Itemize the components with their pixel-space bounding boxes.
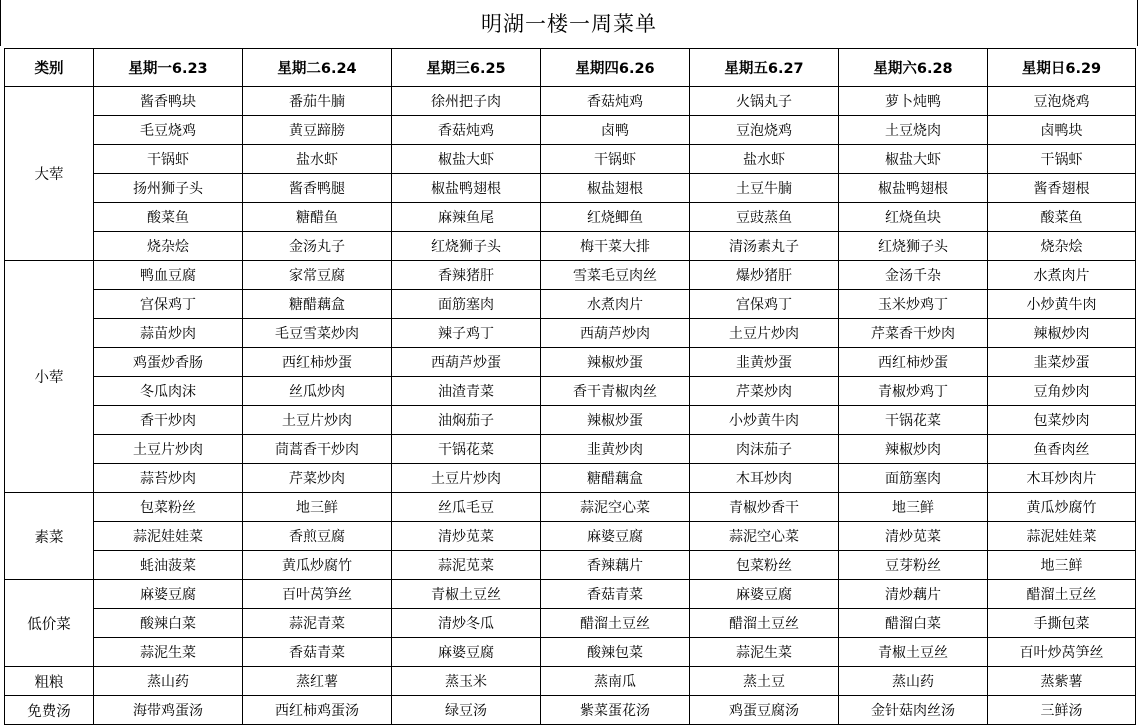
dish-cell: 芹菜炒肉 [243,464,392,493]
column-header: 星期一6.23 [94,49,243,87]
dish-cell: 酸菜鱼 [988,203,1136,232]
dish-cell: 鸭血豆腐 [94,261,243,290]
dish-cell: 酱香鸭腿 [243,174,392,203]
dish-cell: 雪菜毛豆肉丝 [541,261,690,290]
dish-cell: 醋溜土豆丝 [988,580,1136,609]
dish-cell: 蒜泥空心菜 [541,493,690,522]
table-row [5,551,1136,580]
dish-cell: 西红柿鸡蛋汤 [243,696,392,725]
dish-cell: 地三鲜 [988,551,1136,580]
dish-cell: 青椒炒香干 [690,493,839,522]
dish-cell: 黄瓜炒腐竹 [243,551,392,580]
dish-cell: 椒盐大虾 [839,145,988,174]
dish-cell: 香菇青菜 [243,638,392,667]
table-row [5,580,1136,609]
dish-cell: 绿豆汤 [392,696,541,725]
dish-cell: 玉米炒鸡丁 [839,290,988,319]
dish-cell: 椒盐鸭翅根 [392,174,541,203]
dish-cell: 麻婆豆腐 [541,522,690,551]
dish-cell: 百叶炒莴笋丝 [988,638,1136,667]
dish-cell: 辣椒炒肉 [839,435,988,464]
dish-cell: 豆角炒肉 [988,377,1136,406]
dish-cell: 香菇炖鸡 [541,87,690,116]
dish-cell: 金汤丸子 [243,232,392,261]
dish-cell: 干锅虾 [94,145,243,174]
dish-cell: 青椒土豆丝 [392,580,541,609]
menu-body [5,87,1136,725]
dish-cell: 酸辣白菜 [94,609,243,638]
dish-cell: 地三鲜 [243,493,392,522]
dish-cell: 香辣藕片 [541,551,690,580]
table-row [5,145,1136,174]
dish-cell: 香辣猪肝 [392,261,541,290]
dish-cell: 鸡蛋豆腐汤 [690,696,839,725]
dish-cell: 金针菇肉丝汤 [839,696,988,725]
dish-cell: 红烧鱼块 [839,203,988,232]
dish-cell: 香菇青菜 [541,580,690,609]
table-row [5,174,1136,203]
dish-cell: 蒸土豆 [690,667,839,696]
dish-cell: 糖醋藕盒 [541,464,690,493]
dish-cell: 蒜泥空心菜 [690,522,839,551]
dish-cell: 醋溜土豆丝 [541,609,690,638]
table-row [5,116,1136,145]
table-row [5,290,1136,319]
dish-cell: 丝瓜炒肉 [243,377,392,406]
dish-cell: 金汤千杂 [839,261,988,290]
dish-cell: 蒸红薯 [243,667,392,696]
dish-cell: 水煮肉片 [541,290,690,319]
dish-cell: 清炒苋菜 [839,522,988,551]
dish-cell: 土豆片炒肉 [392,464,541,493]
dish-cell: 蚝油菠菜 [94,551,243,580]
dish-cell: 蒜泥生菜 [94,638,243,667]
dish-cell: 肉沫茄子 [690,435,839,464]
dish-cell: 地三鲜 [839,493,988,522]
dish-cell: 丝瓜毛豆 [392,493,541,522]
dish-cell: 毛豆雪菜炒肉 [243,319,392,348]
dish-cell: 醋溜白菜 [839,609,988,638]
dish-cell: 酱香翅根 [988,174,1136,203]
dish-cell: 香干炒肉 [94,406,243,435]
table-row [5,261,1136,290]
dish-cell: 酸菜鱼 [94,203,243,232]
dish-cell: 蒜泥生菜 [690,638,839,667]
dish-cell: 面筋塞肉 [392,290,541,319]
dish-cell: 盐水虾 [690,145,839,174]
weekly-menu-table [4,48,1136,725]
dish-cell: 面筋塞肉 [839,464,988,493]
dish-cell: 蒜泥苋菜 [392,551,541,580]
dish-cell: 青椒土豆丝 [839,638,988,667]
dish-cell: 茼蒿香干炒肉 [243,435,392,464]
dish-cell: 糖醋藕盒 [243,290,392,319]
dish-cell: 土豆烧肉 [839,116,988,145]
dish-cell: 酱香鸭块 [94,87,243,116]
dish-cell: 手撕包菜 [988,609,1136,638]
dish-cell: 豆芽粉丝 [839,551,988,580]
category-cell: 大荤 [5,87,94,261]
dish-cell: 卤鸭块 [988,116,1136,145]
column-header: 星期六6.28 [839,49,988,87]
dish-cell: 糖醋鱼 [243,203,392,232]
dish-cell: 红烧鲫鱼 [541,203,690,232]
dish-cell: 红烧狮子头 [839,232,988,261]
dish-cell: 干锅虾 [988,145,1136,174]
column-header: 星期四6.26 [541,49,690,87]
dish-cell: 土豆片炒肉 [690,319,839,348]
dish-cell: 蒸紫薯 [988,667,1136,696]
dish-cell: 西葫芦炒肉 [541,319,690,348]
dish-cell: 蒸山药 [94,667,243,696]
dish-cell: 麻婆豆腐 [392,638,541,667]
category-cell: 素菜 [5,493,94,580]
dish-cell: 椒盐鸭翅根 [839,174,988,203]
dish-cell: 芹菜炒肉 [690,377,839,406]
dish-cell: 西葫芦炒蛋 [392,348,541,377]
dish-cell: 徐州把子肉 [392,87,541,116]
category-cell: 低价菜 [5,580,94,667]
dish-cell: 醋溜土豆丝 [690,609,839,638]
dish-cell: 宫保鸡丁 [690,290,839,319]
column-header: 星期三6.25 [392,49,541,87]
dish-cell: 干锅虾 [541,145,690,174]
dish-cell: 梅干菜大排 [541,232,690,261]
table-row [5,203,1136,232]
dish-cell: 鸡蛋炒香肠 [94,348,243,377]
dish-cell: 豆泡烧鸡 [690,116,839,145]
category-cell: 免费汤 [5,696,94,725]
dish-cell: 麻辣鱼尾 [392,203,541,232]
dish-cell: 豆豉蒸鱼 [690,203,839,232]
dish-cell: 宫保鸡丁 [94,290,243,319]
dish-cell: 蒜泥娃娃菜 [94,522,243,551]
dish-cell: 油焖茄子 [392,406,541,435]
category-cell: 小荤 [5,261,94,493]
dish-cell: 海带鸡蛋汤 [94,696,243,725]
dish-cell: 黄豆蹄膀 [243,116,392,145]
table-row [5,522,1136,551]
dish-cell: 韭菜炒蛋 [988,348,1136,377]
dish-cell: 蒸山药 [839,667,988,696]
table-row [5,609,1136,638]
dish-cell: 香煎豆腐 [243,522,392,551]
dish-cell: 蒜苔炒肉 [94,464,243,493]
table-row [5,348,1136,377]
dish-cell: 辣椒炒蛋 [541,406,690,435]
dish-cell: 西红柿炒蛋 [839,348,988,377]
dish-cell: 油渣青菜 [392,377,541,406]
dish-cell: 蒜泥娃娃菜 [988,522,1136,551]
dish-cell: 蒸玉米 [392,667,541,696]
table-row [5,377,1136,406]
dish-cell: 清炒苋菜 [392,522,541,551]
dish-cell: 干锅花菜 [392,435,541,464]
table-row [5,667,1136,696]
dish-cell: 卤鸭 [541,116,690,145]
dish-cell: 青椒炒鸡丁 [839,377,988,406]
dish-cell: 小炒黄牛肉 [988,290,1136,319]
header-row [5,49,1136,87]
table-row [5,464,1136,493]
dish-cell: 土豆片炒肉 [243,406,392,435]
dish-cell: 火锅丸子 [690,87,839,116]
table-row [5,493,1136,522]
dish-cell: 香干青椒肉丝 [541,377,690,406]
dish-cell: 豆泡烧鸡 [988,87,1136,116]
table-row [5,319,1136,348]
page-title: 明湖一楼一周菜单 [0,0,1138,46]
dish-cell: 紫菜蛋花汤 [541,696,690,725]
dish-cell: 芹菜香干炒肉 [839,319,988,348]
dish-cell: 清汤素丸子 [690,232,839,261]
dish-cell: 包菜炒肉 [988,406,1136,435]
table-row [5,406,1136,435]
dish-cell: 黄瓜炒腐竹 [988,493,1136,522]
dish-cell: 水煮肉片 [988,261,1136,290]
dish-cell: 香菇炖鸡 [392,116,541,145]
dish-cell: 辣椒炒肉 [988,319,1136,348]
dish-cell: 木耳炒肉 [690,464,839,493]
dish-cell: 酸辣包菜 [541,638,690,667]
dish-cell: 冬瓜肉沫 [94,377,243,406]
dish-cell: 毛豆烧鸡 [94,116,243,145]
dish-cell: 木耳炒肉片 [988,464,1136,493]
dish-cell: 蒜泥青菜 [243,609,392,638]
dish-cell: 鱼香肉丝 [988,435,1136,464]
dish-cell: 蒸南瓜 [541,667,690,696]
dish-cell: 清炒藕片 [839,580,988,609]
column-header: 星期五6.27 [690,49,839,87]
dish-cell: 小炒黄牛肉 [690,406,839,435]
table-row [5,435,1136,464]
dish-cell: 椒盐翅根 [541,174,690,203]
dish-cell: 三鲜汤 [988,696,1136,725]
dish-cell: 番茄牛腩 [243,87,392,116]
dish-cell: 红烧狮子头 [392,232,541,261]
dish-cell: 包菜粉丝 [690,551,839,580]
dish-cell: 土豆牛腩 [690,174,839,203]
table-row [5,696,1136,725]
dish-cell: 椒盐大虾 [392,145,541,174]
dish-cell: 辣子鸡丁 [392,319,541,348]
dish-cell: 百叶莴笋丝 [243,580,392,609]
category-cell: 粗粮 [5,667,94,696]
dish-cell: 萝卜炖鸭 [839,87,988,116]
dish-cell: 扬州狮子头 [94,174,243,203]
dish-cell: 土豆片炒肉 [94,435,243,464]
table-row [5,638,1136,667]
dish-cell: 韭黄炒蛋 [690,348,839,377]
table-row [5,232,1136,261]
table-row [5,87,1136,116]
dish-cell: 辣椒炒蛋 [541,348,690,377]
dish-cell: 爆炒猪肝 [690,261,839,290]
dish-cell: 包菜粉丝 [94,493,243,522]
dish-cell: 盐水虾 [243,145,392,174]
column-header: 类别 [5,49,94,87]
dish-cell: 麻婆豆腐 [690,580,839,609]
dish-cell: 韭黄炒肉 [541,435,690,464]
column-header: 星期日6.29 [988,49,1136,87]
dish-cell: 清炒冬瓜 [392,609,541,638]
dish-cell: 干锅花菜 [839,406,988,435]
dish-cell: 麻婆豆腐 [94,580,243,609]
column-header: 星期二6.24 [243,49,392,87]
dish-cell: 西红柿炒蛋 [243,348,392,377]
dish-cell: 烧杂烩 [94,232,243,261]
dish-cell: 烧杂烩 [988,232,1136,261]
dish-cell: 蒜苗炒肉 [94,319,243,348]
dish-cell: 家常豆腐 [243,261,392,290]
